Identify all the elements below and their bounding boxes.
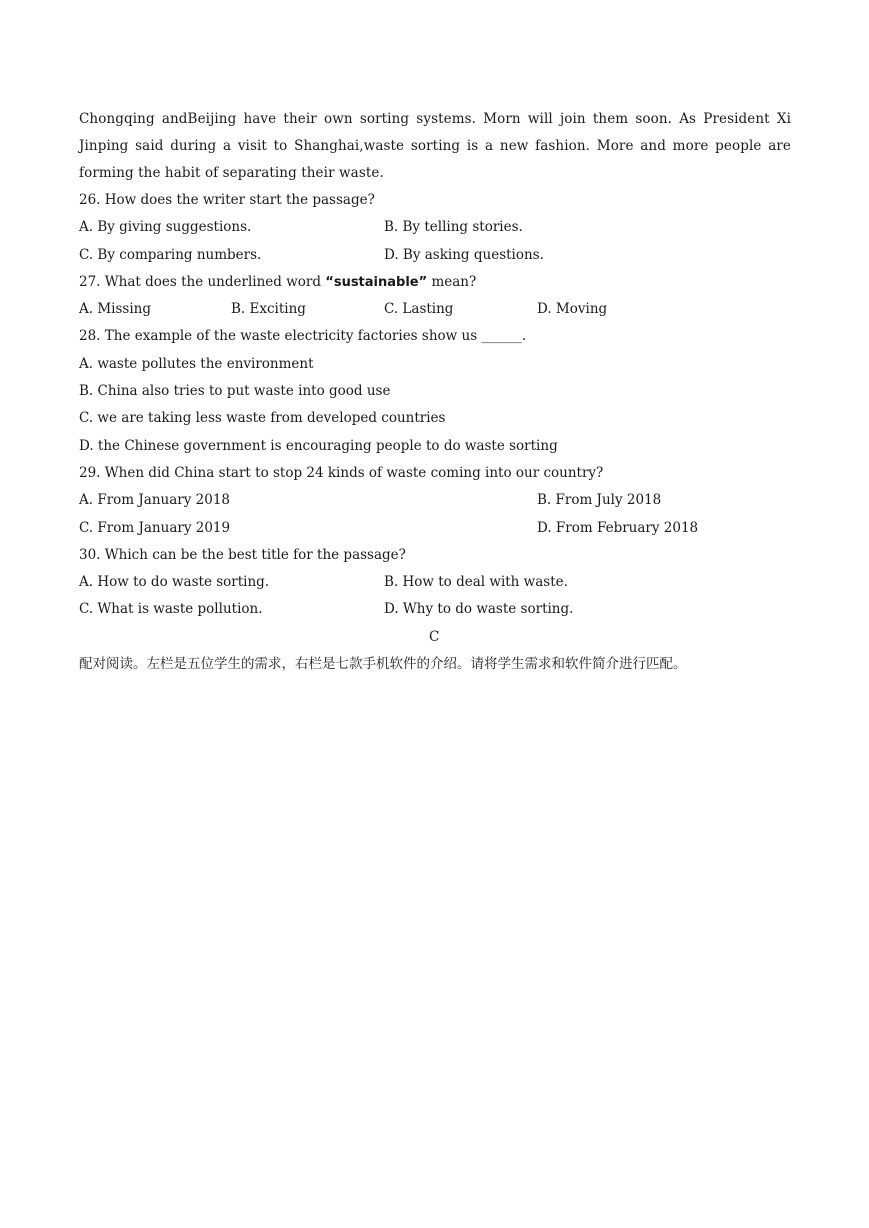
question-27-stem xyxy=(79,269,791,296)
section-c-letter: C xyxy=(429,628,440,645)
question-28-option-a[interactable]: A. waste pollutes the environment xyxy=(79,355,314,372)
question-28-option-d[interactable]: D. the Chinese government is encouraging people to do waste sorting xyxy=(79,437,558,454)
question-29-option-c[interactable]: C. From January 2019 xyxy=(79,519,231,536)
question-29-option-a[interactable]: A. From January 2018 xyxy=(79,492,230,509)
document-page xyxy=(79,106,791,678)
question-26-option-a[interactable]: A. By giving suggestions. xyxy=(79,219,252,236)
question-26-option-c[interactable]: C. By comparing numbers. xyxy=(79,246,262,263)
question-30-stem: 30. Which can be the best title for the passage? xyxy=(79,546,406,563)
question-30-option-b[interactable]: B. How to deal with waste. xyxy=(384,574,568,591)
question-30-option-c[interactable]: C. What is waste pollution. xyxy=(79,601,263,618)
question-27-option-b[interactable]: B. Exciting xyxy=(231,301,306,318)
question-30-option-a[interactable]: A. How to do waste sorting. xyxy=(79,574,270,591)
question-29-stem: 29. When did China start to stop 24 kinds of waste coming into our country? xyxy=(79,464,604,481)
question-26-options-row-1 xyxy=(79,214,791,241)
question-29-options-row-2 xyxy=(79,515,791,542)
question-30-options-row-1 xyxy=(79,569,791,596)
question-27-underlined-word: “sustainable” xyxy=(325,274,428,290)
question-27-option-c[interactable]: C. Lasting xyxy=(384,301,454,318)
question-28-option-c[interactable]: C. we are taking less waste from developed countries xyxy=(79,410,446,427)
question-30-option-d[interactable]: D. Why to do waste sorting. xyxy=(384,601,574,618)
section-c-instruction: 配对阅读。左栏是五位学生的需求，右栏是七款手机软件的介绍。请将学生需求和软件简介进行匹配。 xyxy=(79,656,687,673)
question-27-option-d[interactable]: D. Moving xyxy=(537,301,608,318)
question-29-option-b[interactable]: B. From July 2018 xyxy=(537,492,662,509)
question-26-options-row-2 xyxy=(79,242,791,269)
question-26-option-d[interactable]: D. By asking questions. xyxy=(384,246,544,263)
question-30-options-row-2 xyxy=(79,596,791,623)
question-27-stem-before: 27. What does the underlined word xyxy=(79,273,326,290)
question-29-options-row-1 xyxy=(79,487,791,514)
question-27-stem-after: mean? xyxy=(427,273,477,290)
passage-paragraph: Chongqing andBeijing have their own sorting systems. Morn will join them soon. As President Xi Jinping said during a visit to Shanghai,waste sorting is a new fashion. More and more people are forming the habit of separating their waste. xyxy=(79,111,791,181)
section-c-heading xyxy=(79,624,791,651)
question-27-options-row xyxy=(79,296,791,323)
question-26-option-b[interactable]: B. By telling stories. xyxy=(384,219,523,236)
question-28-option-b[interactable]: B. China also tries to put waste into good use xyxy=(79,383,391,400)
question-27-option-a[interactable]: A. Missing xyxy=(79,301,151,318)
question-26-stem: 26. How does the writer start the passage? xyxy=(79,192,375,208)
question-28-stem: 28. The example of the waste electricity factories show us ______. xyxy=(79,328,527,345)
question-29-option-d[interactable]: D. From February 2018 xyxy=(537,519,699,536)
